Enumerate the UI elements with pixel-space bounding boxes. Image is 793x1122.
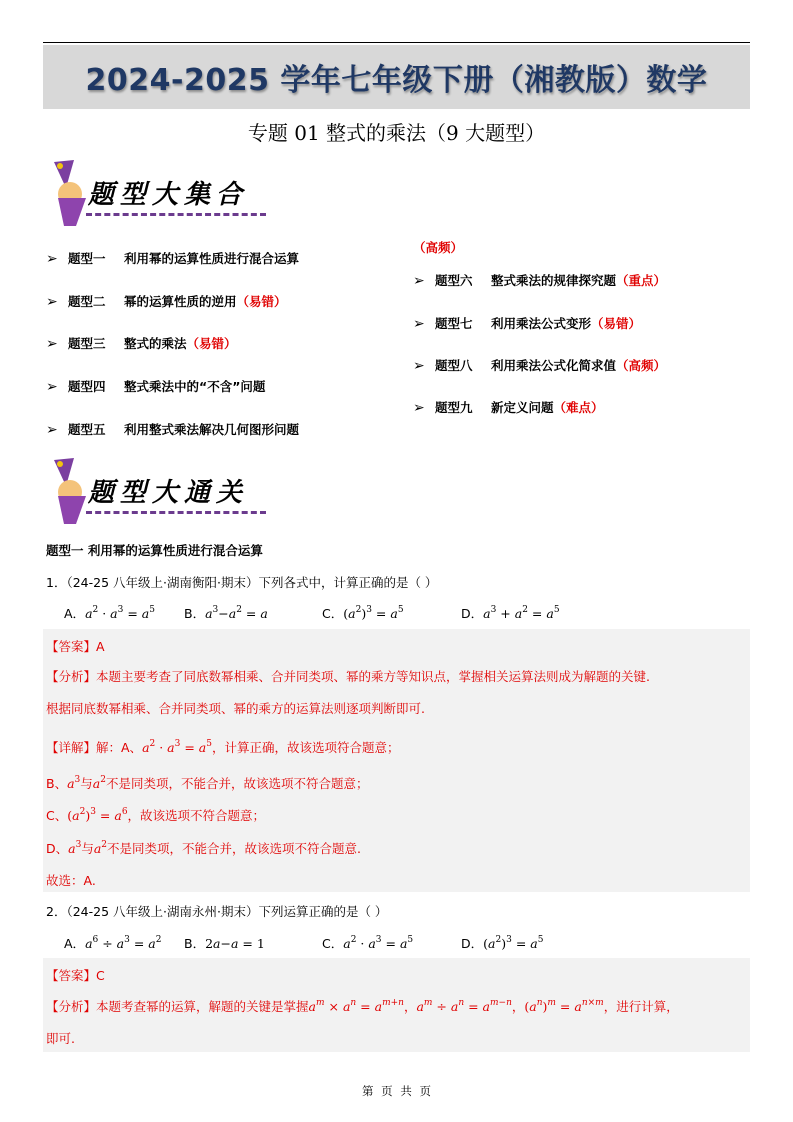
arrow-icon: ➢	[413, 358, 425, 374]
q1-detail-b: B、$a^3$与$a^2$不是同类项，不能合并，故该选项不符合题意；	[46, 775, 369, 791]
toc-item-5[interactable]: ➢ 题型五 利用整式乘法解决几何图形问题	[46, 422, 300, 438]
arrow-icon: ➢	[413, 273, 425, 289]
toc-item-3[interactable]: ➢ 题型三 整式的乘法（易错）	[46, 336, 237, 352]
q2-option-c[interactable]: C．$a^2 \cdot a^3 = a^5$	[322, 935, 414, 951]
toc-logo-label: 题型大集合	[88, 180, 249, 210]
q1-option-c[interactable]: C．$(a^2)^3 = a^5$	[322, 605, 404, 621]
q1-analysis-2: 根据同底数幂相乘、合并同类项、幂的乘方的运算法则逐项判断即可.	[46, 701, 425, 716]
q1-answer: 【答案】A	[46, 639, 105, 654]
q1-conclusion: 故选：A.	[46, 873, 96, 888]
q1-analysis-1: 【分析】本题主要考查了同底数幂相乘、合并同类项、幂的乘方等知识点，掌握相关运算法则成为解题的关键.	[46, 669, 650, 684]
page-title: 2024-2025 学年七年级下册（湘教版）数学	[85, 63, 708, 98]
toc-logo	[46, 158, 271, 228]
q1-option-d[interactable]: D．$a^3 + a^2 = a^5$	[461, 605, 560, 621]
q2-option-a[interactable]: A．$a^6 \div a^3 = a^2$	[64, 935, 162, 951]
toc-item-9[interactable]: ➢ 题型九 新定义问题（难点）	[413, 400, 604, 416]
toc-item-8[interactable]: ➢ 题型八 利用乘法公式化简求值（高频）	[413, 358, 667, 374]
arrow-icon: ➢	[413, 400, 425, 416]
question-1-stem: 1．（24-25 八年级上·湖南衡阳·期末）下列各式中，计算正确的是（ ）	[46, 575, 438, 590]
toc-item-2[interactable]: ➢ 题型二 幂的运算性质的逆用（易错）	[46, 294, 287, 310]
q1-option-a[interactable]: A．$a^2 \cdot a^3 = a^5$	[64, 605, 155, 621]
q1-detail-d: D、$a^3$与$a^2$不是同类项，不能合并，故该选项不符合题意.	[46, 840, 362, 856]
question-2-stem: 2．（24-25 八年级上·湖南永州·期末）下列运算正确的是（ ）	[46, 904, 388, 919]
toc-item-4[interactable]: ➢ 题型四 整式乘法中的“不含”问题	[46, 379, 266, 395]
arrow-icon: ➢	[413, 316, 425, 332]
toc-item-6[interactable]: ➢ 题型六 整式乘法的规律探究题（重点）	[413, 273, 667, 289]
arrow-icon: ➢	[46, 294, 58, 310]
toc-overflow-tag: （高频）	[413, 240, 464, 255]
arrow-icon: ➢	[46, 379, 58, 395]
q2-analysis-2: 即可.	[46, 1031, 75, 1046]
q2-option-d[interactable]: D．$(a^2)^3 = a^5$	[461, 935, 544, 951]
arrow-icon: ➢	[46, 422, 58, 438]
q2-answer: 【答案】C	[46, 968, 105, 983]
page-subtitle: 专题 01 整式的乘法（9 大题型）	[247, 121, 546, 145]
q2-analysis-1: 【分析】本题考查幂的运算，解题的关键是掌握$a^m \times a^n = a^{m+n}$，$a^m \div a^n = a^{m-n}$，$(a^n)^m = a^{n\times m}$，进行计算，	[46, 998, 679, 1014]
page-footer: 第 页 共 页	[362, 1084, 431, 1098]
arrow-icon: ➢	[46, 251, 58, 267]
arrow-icon: ➢	[46, 336, 58, 352]
pass-logo-underline	[86, 511, 266, 514]
toc-item-7[interactable]: ➢ 题型七 利用乘法公式变形（易错）	[413, 316, 642, 332]
q1-detail-a: 【详解】解：A、$a^2 \cdot a^3 = a^5$，计算正确，故该选项符合题意；	[46, 739, 400, 755]
section-heading: 题型一 利用幂的运算性质进行混合运算	[46, 543, 263, 558]
title-banner	[43, 45, 750, 109]
toc-item-1[interactable]: ➢ 题型一 利用幂的运算性质进行混合运算	[46, 251, 300, 267]
q1-detail-c: C、$(a^2)^3 = a^6$，故该选项不符合题意；	[46, 807, 266, 823]
q2-option-b[interactable]: B．2a−a = 1	[184, 936, 265, 951]
top-rule	[43, 42, 750, 43]
pass-logo	[46, 456, 271, 526]
toc-logo-underline	[86, 213, 266, 216]
q1-option-b[interactable]: B．$a^3-a^2 = a$	[184, 605, 268, 621]
pass-logo-label: 题型大通关	[88, 478, 249, 508]
